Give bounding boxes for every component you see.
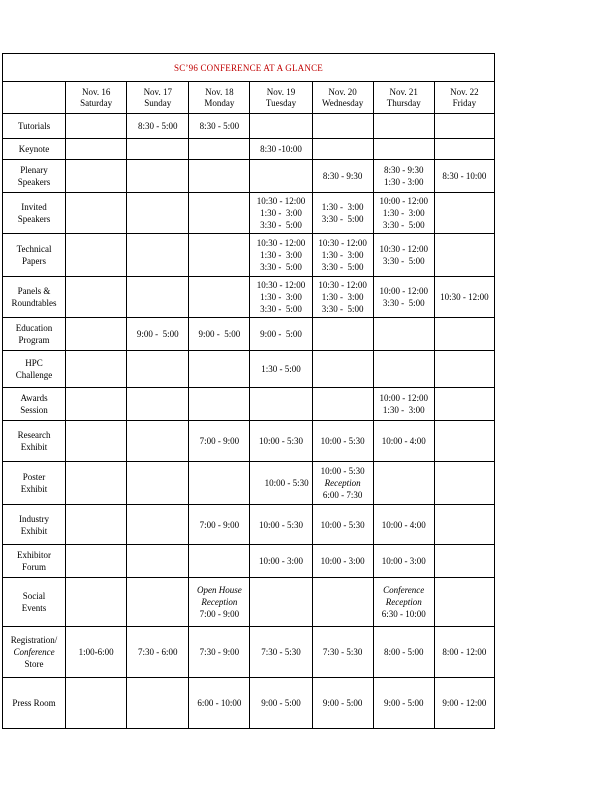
time-cell	[250, 351, 312, 388]
time-cell	[373, 421, 434, 462]
time-cell	[312, 139, 373, 160]
text-line: Nov. 21	[389, 86, 418, 97]
time-cell	[189, 234, 250, 277]
text-line: Nov. 18	[205, 86, 234, 97]
time-cell	[66, 505, 127, 545]
schedule-row	[3, 388, 495, 421]
time-cell	[66, 678, 127, 729]
text-line: Plenary	[20, 165, 48, 175]
time-cell	[66, 277, 127, 318]
time-cell	[66, 388, 127, 421]
text-line: Research	[17, 430, 51, 440]
time-cell	[373, 234, 434, 277]
time-cell	[250, 277, 312, 318]
time-cell	[189, 421, 250, 462]
text-line: 1:30 - 3:00	[382, 405, 425, 415]
text-line: 1:30 - 3:00	[260, 208, 302, 218]
text-line: 10:00 - 5:30	[320, 436, 365, 446]
conference-schedule-table	[2, 53, 495, 729]
text-line: 10:00 - 4:00	[381, 436, 426, 446]
event-label	[3, 318, 66, 351]
text-line: Reception	[385, 597, 422, 607]
text-line: Store	[24, 659, 44, 669]
event-label	[3, 114, 66, 139]
time-cell	[373, 678, 434, 729]
time-cell	[189, 505, 250, 545]
time-cell	[434, 578, 494, 627]
schedule-row	[3, 277, 495, 318]
text-line: 10:00 - 5:30	[258, 436, 303, 446]
time-cell	[66, 462, 127, 505]
text-line: 10:30 - 12:00	[379, 244, 428, 254]
text-line: 7:00 - 9:00	[199, 436, 240, 446]
text-line: 10:00 - 4:00	[381, 519, 426, 530]
text-line: 8:30 - 9:30	[322, 171, 363, 181]
text-line: Forum	[22, 562, 47, 572]
time-cell	[250, 114, 312, 139]
schedule-row	[3, 627, 495, 678]
time-cell	[373, 505, 434, 545]
text-line: Monday	[204, 97, 235, 108]
time-cell	[189, 193, 250, 234]
time-cell	[189, 545, 250, 578]
time-cell	[312, 505, 373, 545]
text-line: Speakers	[17, 177, 51, 187]
text-line: Conference	[13, 647, 55, 657]
text-line: 9:00 - 5:00	[261, 698, 301, 708]
text-line: 7:30 - 5:30	[261, 647, 301, 657]
schedule-row	[3, 193, 495, 234]
day-header-sunday	[127, 82, 189, 114]
time-cell	[434, 627, 494, 678]
time-cell	[66, 160, 127, 193]
time-cell	[434, 421, 494, 462]
text-line: Conference	[383, 585, 425, 595]
text-line: 10:00 - 12:00	[379, 393, 428, 403]
event-label	[3, 351, 66, 388]
text-line: Exhibit	[20, 484, 48, 494]
event-label	[3, 160, 66, 193]
time-cell	[66, 351, 127, 388]
text-line: Awards	[20, 393, 48, 403]
time-cell	[373, 462, 434, 505]
time-cell	[250, 193, 312, 234]
schedule-row	[3, 351, 495, 388]
day-header-monday	[189, 82, 250, 114]
time-cell	[127, 505, 189, 545]
time-cell	[250, 234, 312, 277]
text-line: Panels &	[17, 286, 51, 296]
time-cell	[189, 627, 250, 678]
time-cell	[66, 421, 127, 462]
text-line: 6:00 - 10:00	[197, 698, 242, 708]
text-line: 3:30 - 5:00	[321, 262, 364, 272]
time-cell	[66, 139, 127, 160]
text-line: 10:00 - 12:00	[379, 286, 428, 296]
time-cell	[66, 545, 127, 578]
time-cell	[434, 678, 494, 729]
text-line: 10:00 - 5:30	[258, 519, 303, 530]
text-line: 1:30 - 3:00	[321, 292, 364, 302]
event-label	[3, 462, 66, 505]
text-line: 10:00 - 5:30	[253, 478, 309, 488]
text-line: Nov. 22	[450, 86, 479, 97]
time-cell	[434, 462, 494, 505]
schedule-row	[3, 505, 495, 545]
day-header-friday	[434, 82, 494, 114]
day-header-thursday	[373, 82, 434, 114]
text-line: 8:30 - 10:00	[442, 171, 487, 181]
time-cell	[250, 139, 312, 160]
text-line: Invited	[21, 202, 47, 212]
text-line: Industry	[19, 513, 50, 524]
time-cell	[312, 421, 373, 462]
text-line: 8:30 - 5:00	[138, 121, 178, 131]
time-cell	[189, 351, 250, 388]
time-cell	[250, 505, 312, 545]
text-line: 1:30 - 3:00	[321, 250, 364, 260]
time-cell	[250, 421, 312, 462]
text-line: Tutorials	[17, 121, 51, 131]
time-cell	[189, 318, 250, 351]
time-cell	[312, 160, 373, 193]
time-cell	[189, 678, 250, 729]
schedule-row	[3, 114, 495, 139]
time-cell	[127, 139, 189, 160]
text-line: 1:00-6:00	[78, 647, 114, 657]
text-line: 7:00 - 9:00	[199, 609, 240, 619]
text-line: Events	[21, 603, 47, 613]
text-line: 8:30 -10:00	[260, 144, 302, 154]
time-cell	[312, 277, 373, 318]
time-cell	[127, 351, 189, 388]
text-line: 3:30 - 5:00	[260, 262, 302, 272]
text-line: HPC	[25, 358, 43, 368]
event-label	[3, 234, 66, 277]
day-header-wednesday	[312, 82, 373, 114]
event-label	[3, 388, 66, 421]
time-cell	[189, 139, 250, 160]
text-line: 1:30 - 3:00	[260, 292, 302, 302]
time-cell	[127, 421, 189, 462]
time-cell	[250, 545, 312, 578]
text-line: 9:00 - 5:00	[383, 698, 424, 708]
page-title: SC’96 CONFERENCE AT A GLANCE	[3, 54, 495, 82]
time-cell	[250, 678, 312, 729]
text-line: Session	[20, 405, 48, 415]
text-line: Exhibit	[20, 442, 48, 452]
time-cell	[373, 318, 434, 351]
text-line: 9:00 - 5:00	[322, 698, 363, 708]
time-cell	[66, 627, 127, 678]
time-cell	[312, 351, 373, 388]
text-line: 1:30 - 5:00	[261, 364, 301, 374]
text-line: 10:00 - 12:00	[379, 196, 428, 206]
text-line: 10:00 - 3:00	[258, 556, 303, 566]
time-cell	[127, 193, 189, 234]
text-line: Reception	[201, 597, 238, 607]
schedule-row	[3, 678, 495, 729]
text-line: Challenge	[15, 370, 53, 380]
time-cell	[312, 678, 373, 729]
time-cell	[312, 627, 373, 678]
text-line: 3:30 - 5:00	[382, 256, 425, 266]
time-cell	[189, 114, 250, 139]
text-line: Exhibitor	[17, 550, 52, 560]
text-line: 10:00 - 3:00	[381, 556, 426, 566]
text-line: 9:00 - 5:00	[260, 329, 302, 339]
text-line: Poster	[22, 472, 46, 482]
time-cell	[312, 388, 373, 421]
time-cell	[66, 234, 127, 277]
time-cell	[373, 160, 434, 193]
time-cell	[434, 193, 494, 234]
text-line: Saturday	[80, 97, 113, 108]
schedule-row	[3, 318, 495, 351]
text-line: 10:30 - 12:00	[318, 280, 367, 290]
text-line: Nov. 16	[81, 86, 111, 97]
time-cell	[250, 462, 312, 505]
time-cell	[434, 277, 494, 318]
time-cell	[373, 545, 434, 578]
event-label	[3, 578, 66, 627]
time-cell	[250, 578, 312, 627]
text-line: 10:30 - 12:00	[440, 292, 489, 302]
time-cell	[189, 277, 250, 318]
time-cell	[127, 234, 189, 277]
text-line: Tuesday	[265, 97, 297, 108]
text-line: 10:30 - 12:00	[256, 280, 306, 290]
time-cell	[312, 114, 373, 139]
time-cell	[66, 114, 127, 139]
text-line: Nov. 17	[143, 86, 172, 97]
text-line: Open House	[197, 585, 242, 595]
text-line: 3:30 - 5:00	[260, 304, 302, 314]
title-row	[3, 54, 495, 82]
time-cell	[127, 578, 189, 627]
time-cell	[127, 318, 189, 351]
time-cell	[250, 318, 312, 351]
text-line: Nov. 19	[266, 86, 296, 97]
time-cell	[373, 277, 434, 318]
text-line: 9:00 - 12:00	[442, 698, 487, 708]
text-line: Keynote	[18, 144, 50, 154]
schedule-row	[3, 421, 495, 462]
text-line: Speakers	[17, 214, 51, 224]
text-line: 8:30 - 5:00	[199, 121, 240, 131]
event-label	[3, 277, 66, 318]
text-line: 1:30 - 3:00	[382, 208, 425, 218]
text-line: Papers	[22, 256, 47, 266]
time-cell	[312, 234, 373, 277]
event-label	[3, 193, 66, 234]
text-line: 10:00 - 3:00	[320, 556, 365, 566]
schedule-row	[3, 160, 495, 193]
time-cell	[434, 139, 494, 160]
text-line: Roundtables	[11, 298, 57, 308]
text-line: 8:00 - 12:00	[442, 647, 487, 657]
schedule-row	[3, 462, 495, 505]
time-cell	[66, 318, 127, 351]
time-cell	[373, 351, 434, 388]
text-line: 10:30 - 12:00	[318, 238, 367, 248]
text-line: Registration/	[10, 635, 58, 645]
schedule-row	[3, 578, 495, 627]
time-cell	[373, 114, 434, 139]
time-cell	[127, 462, 189, 505]
time-cell	[434, 318, 494, 351]
text-line: 7:30 - 6:00	[138, 647, 178, 657]
time-cell	[373, 388, 434, 421]
text-line: Friday	[452, 97, 477, 108]
text-line: Education	[15, 323, 53, 333]
time-cell	[66, 578, 127, 627]
text-line: 3:30 - 5:00	[260, 220, 302, 230]
text-line: 1:30 - 3:00	[260, 250, 302, 260]
time-cell	[189, 160, 250, 193]
time-cell	[434, 234, 494, 277]
time-cell	[434, 114, 494, 139]
time-cell	[312, 545, 373, 578]
event-label	[3, 545, 66, 578]
event-label	[3, 505, 66, 545]
text-line: 9:00 - 5:00	[198, 329, 241, 339]
text-line: Thursday	[386, 97, 421, 108]
time-cell	[189, 578, 250, 627]
day-header-tuesday	[250, 82, 312, 114]
time-cell	[127, 160, 189, 193]
corner-cell	[3, 82, 66, 114]
text-line: 8:30 - 9:30	[383, 165, 424, 175]
time-cell	[373, 627, 434, 678]
text-line: 10:00 - 5:30	[320, 466, 365, 476]
text-line: 7:30 - 9:00	[199, 647, 240, 657]
text-line: 8:00 - 5:00	[383, 647, 424, 657]
text-line: Wednesday	[321, 97, 364, 108]
time-cell	[434, 160, 494, 193]
time-cell	[434, 351, 494, 388]
text-line: 1:30 - 3:00	[383, 177, 424, 187]
time-cell	[127, 388, 189, 421]
time-cell	[312, 462, 373, 505]
time-cell	[189, 388, 250, 421]
text-line: 3:30 - 5:00	[382, 298, 425, 308]
schedule-row	[3, 139, 495, 160]
time-cell	[434, 388, 494, 421]
text-line: 6:00 - 7:30	[322, 490, 363, 500]
text-line: Exhibit	[20, 525, 48, 536]
time-cell	[312, 578, 373, 627]
schedule-row	[3, 545, 495, 578]
time-cell	[312, 193, 373, 234]
time-cell	[250, 627, 312, 678]
text-line: 7:00 - 9:00	[199, 519, 240, 530]
time-cell	[373, 578, 434, 627]
time-cell	[434, 545, 494, 578]
event-label	[3, 627, 66, 678]
text-line: Press Room	[12, 698, 56, 708]
text-line: Nov. 20	[328, 86, 357, 97]
schedule-row	[3, 234, 495, 277]
event-label	[3, 421, 66, 462]
time-cell	[127, 678, 189, 729]
text-line: Sunday	[144, 97, 172, 108]
text-line: 10:00 - 5:30	[320, 519, 365, 530]
time-cell	[189, 462, 250, 505]
event-label	[3, 139, 66, 160]
time-cell	[250, 160, 312, 193]
time-cell	[373, 193, 434, 234]
text-line: 7:30 - 5:30	[322, 647, 363, 657]
text-line: 3:30 - 5:00	[321, 214, 364, 224]
text-line: 1:30 - 3:00	[321, 202, 364, 212]
time-cell	[127, 277, 189, 318]
event-label	[3, 678, 66, 729]
text-line: 9:00 - 5:00	[136, 329, 179, 339]
text-line: 10:30 - 12:00	[256, 196, 306, 206]
text-line: 3:30 - 5:00	[321, 304, 364, 314]
time-cell	[373, 139, 434, 160]
time-cell	[434, 505, 494, 545]
text-line: 10:30 - 12:00	[256, 238, 306, 248]
text-line: Reception	[324, 478, 361, 488]
text-line: 3:30 - 5:00	[382, 220, 425, 230]
time-cell	[312, 318, 373, 351]
text-line: 6:30 - 10:00	[381, 609, 426, 619]
day-header-saturday	[66, 82, 127, 114]
time-cell	[250, 388, 312, 421]
time-cell	[66, 193, 127, 234]
text-line: Program	[18, 335, 50, 345]
day-header-row	[3, 82, 495, 114]
time-cell	[127, 545, 189, 578]
time-cell	[127, 627, 189, 678]
text-line: Social	[22, 591, 46, 601]
time-cell	[127, 114, 189, 139]
text-line: Technical	[16, 244, 52, 254]
